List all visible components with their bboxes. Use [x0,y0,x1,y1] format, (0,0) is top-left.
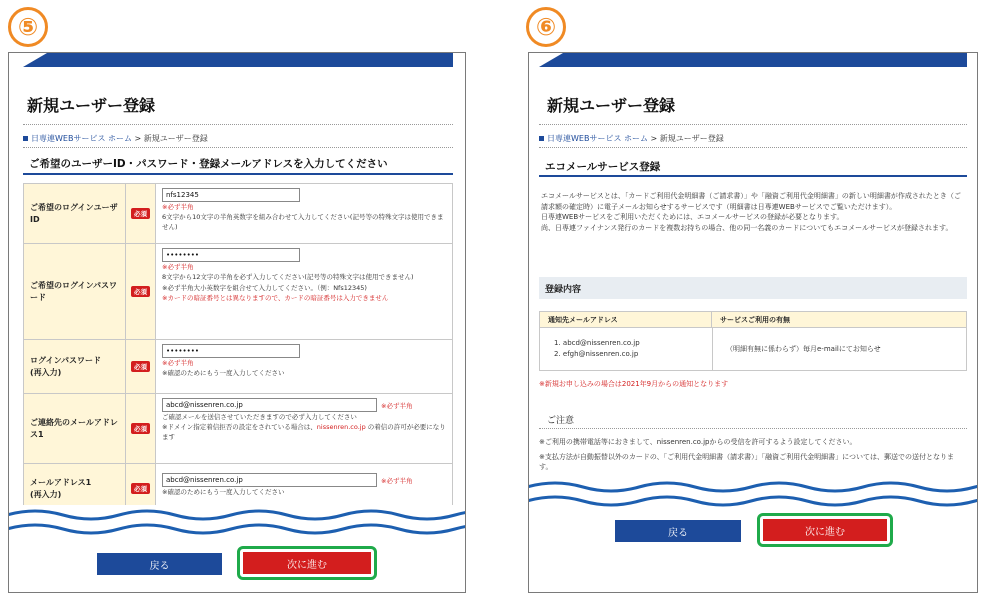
breadcrumb: 日専連WEBサービス ホーム > 新規ユーザー登録 [23,133,208,144]
service-value: （明細有無に係わらず）毎月e-mailにてお知らせ [726,345,881,353]
caution-heading: ご注意 [547,416,575,426]
breadcrumb-marker-icon [539,136,544,141]
form-row-password-confirm: ログインパスワード (再入力) 必須 •••••••• ※必ず半角 ※確認のためにもう一度入力してください [24,340,452,394]
user-id-label: ご希望のログインユーザID [24,184,126,243]
form-row-user-id: ご希望のログインユーザID 必須 nfs12345 ※必ず半角 6文字から10文字の半角英数字を組み合わせて入力してください(記号等の特殊文字は使用できません) [24,184,452,244]
required-badge: 必須 [131,286,150,297]
th-service: サービスご利用の有無 [712,312,966,328]
page-title: 新規ユーザー登録 [27,96,156,115]
email-confirm-label: メールアドレス1 (再入力) [24,464,126,513]
required-badge: 必須 [131,361,150,372]
back-button[interactable]: 戻る [615,520,741,542]
email-input[interactable]: abcd@nissenren.co.jp [162,398,377,412]
registration-heading: 登録内容 [539,277,967,299]
section-title: エコメールサービス登録 [545,161,661,173]
password-label: ご希望のログインパスワード [24,244,126,339]
caution-notes: ※ご利用の携帯電話等におきまして、nissenren.co.jpからの受信を許可するよう設定してください。 ※支払方法が自動振替以外のカードの、「ご利用代金明細書（請求書）」「融資ご利用代金明細書」については、郵送での送付となります。 [539,438,954,471]
header-band [539,53,967,67]
start-notice: ※新規お申し込みの場合は2021年9月からの通知となります [539,380,729,388]
ecomail-description: エコメールサービスとは、「カードご利用代金明細書（ご請求書）」や「融資ご利用代金明細書」の新しい明細書が作成されたとき（ご請求額の確定時）に電子メールお知らせするサービスです（明細書は日専連WEBサービスでご覧いただけます）。 日専連WEBサービスをご利用いただくためには、エコメールサービスの登録が必要となります。 尚、日専連ファイナンス発行のカードを複数お持ちの場合、他の同一名義のカードについてもエコメールサービスが登録されます。 [541,192,961,232]
next-button[interactable]: 次に進む [243,552,371,574]
wave-divider [528,477,978,517]
wave-divider [8,505,466,545]
domain-link: nissenren.co.jp [316,423,366,432]
breadcrumb-home-link[interactable]: 日専連WEBサービス ホーム [547,134,648,143]
breadcrumb-marker-icon [23,136,28,141]
step-number-6: ⑥ [526,7,566,47]
registration-form-panel [8,52,466,593]
breadcrumb: 日専連WEBサービス ホーム > 新規ユーザー登録 [539,133,724,144]
th-email: 通知先メールアドレス [540,312,712,328]
registration-form-table [23,183,453,513]
ecomail-panel [528,52,978,593]
breadcrumb-current: 新規ユーザー登録 [143,134,208,143]
email-list: 1. abcd@nissenren.co.jp 2. efgh@nissenren.co.jp [554,339,640,358]
required-badge: 必須 [131,483,150,494]
email-confirm-input[interactable]: abcd@nissenren.co.jp [162,473,377,487]
back-button[interactable]: 戻る [97,553,222,575]
password-confirm-label: ログインパスワード (再入力) [24,340,126,393]
breadcrumb-home-link[interactable]: 日専連WEBサービス ホーム [31,134,132,143]
required-badge: 必須 [131,423,150,434]
required-badge: 必須 [131,208,150,219]
user-id-input[interactable]: nfs12345 [162,188,300,202]
form-row-email: ご連絡先のメールアドレス1 必須 abcd@nissenren.co.jp ※必ず半角 ご確認メールを送信させていただきますので必ず入力してください ※ドメイン指定着信拒否の設定をされている場合は、nissenren.co.jp の着信の許可が必要になります [24,394,452,464]
email-label: ご連絡先のメールアドレス1 [24,394,126,463]
next-button[interactable]: 次に進む [763,519,887,541]
page-title: 新規ユーザー登録 [547,96,676,115]
form-row-password: ご希望のログインパスワード 必須 •••••••• ※必ず半角 8文字から12文字の半角を必ず入力してください(記号等の特殊文字は使用できません) ※必ず半角大小英数字を組合せて入力してください。（例：Nfs12345) ※カードの暗証番号とは異なりますので、カードの暗証番号は入力できません [24,244,452,340]
step-number-5: ⑤ [8,7,48,47]
breadcrumb-current: 新規ユーザー登録 [659,134,724,143]
section-title: ご希望のユーザーID・パスワード・登録メールアドレスを入力してください [29,158,388,170]
registration-table [539,311,967,371]
header-band [23,53,453,67]
form-row-email-confirm: メールアドレス1 (再入力) 必須 abcd@nissenren.co.jp ※必ず半角 ※確認のためにもう一度入力してください [24,464,452,513]
password-input[interactable]: •••••••• [162,248,300,262]
password-confirm-input[interactable]: •••••••• [162,344,300,358]
